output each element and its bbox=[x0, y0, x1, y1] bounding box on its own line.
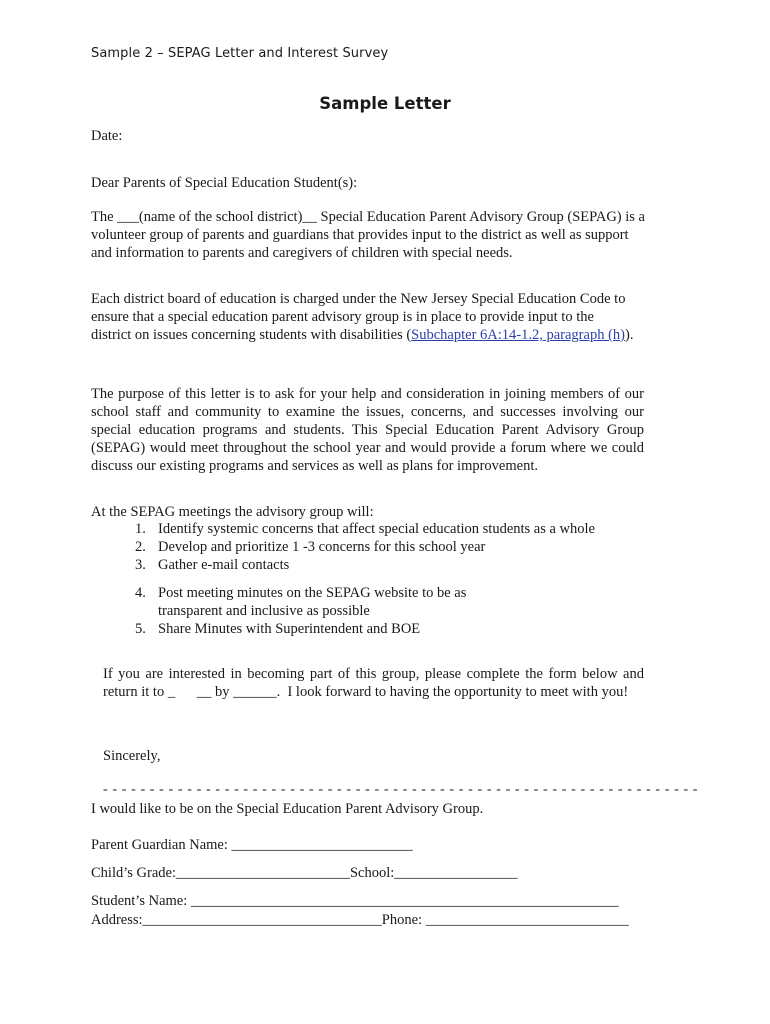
letter-title: Sample Letter bbox=[319, 94, 451, 113]
list-item-text: Develop and prioritize 1 -3 concerns for this school year bbox=[158, 539, 486, 555]
list-item-number: 4. bbox=[135, 585, 146, 601]
paragraph-invitation: If you are interested in becoming part of this group, please complete the form below and return it to _ __ by ______. I look forward to having the opportunity to meet with you! bbox=[103, 666, 648, 700]
list-intro: At the SEPAG meetings the advisory group will: bbox=[91, 504, 374, 520]
closing: Sincerely, bbox=[103, 748, 161, 764]
address-phone-field[interactable]: Address:_________________________________Phone: ____________________________ bbox=[91, 912, 629, 928]
paragraph-intro: The ___(name of the school district)__ Special Education Parent Advisory Group (SEPAG) is a volunteer group of parents and guardians that provides input to the district as well as support and information to parents and caregivers of children with special needs. bbox=[91, 209, 645, 261]
paragraph-code-end: ). bbox=[624, 327, 634, 343]
paragraph-purpose: The purpose of this letter is to ask for your help and consideration in joining members of our school staff and community to examine the issues, concerns, and successes involving our special education programs and students. This Special Education Parent Advisory Group (SEPAG) would meet throughout the school year and would provide a forum where we could discuss our existing programs and services as well as plans for improvement. bbox=[91, 386, 644, 474]
student-name-field[interactable]: Student’s Name: ___________________________________________________________ bbox=[91, 893, 619, 909]
list-item-text: Post meeting minutes on the SEPAG website to be as bbox=[158, 585, 467, 601]
cut-line: - - - - - - - - - - - - - - - - - - - - - - - - - - - - - - - - - - - - - - - - - - - - - - - - - - - - - - - - - - - - - - - - bbox=[103, 782, 699, 797]
grade-school-field[interactable]: Child’s Grade:________________________School:_________________ bbox=[91, 865, 518, 881]
list-item-number: 3. bbox=[135, 557, 146, 573]
running-header: Sample 2 – SEPAG Letter and Interest Survey bbox=[91, 46, 389, 61]
date-label: Date: bbox=[91, 128, 123, 144]
list-item-text: Gather e-mail contacts bbox=[158, 557, 290, 573]
paragraph-code bbox=[91, 290, 636, 344]
interest-statement: I would like to be on the Special Education Parent Advisory Group. bbox=[91, 801, 484, 817]
parent-name-field[interactable]: Parent Guardian Name: _________________________ bbox=[91, 837, 413, 853]
list-item-number: 2. bbox=[135, 539, 146, 555]
list-item-text: Identify systemic concerns that affect special education students as a whole bbox=[158, 521, 595, 537]
salutation: Dear Parents of Special Education Student(s): bbox=[91, 175, 358, 191]
paragraph-code-text: Each district board of education is charged under the New Jersey Special Education Code to ensure that a special education parent advisory group is in place to provide input to the district on issues concerning students with disabilities ( bbox=[91, 291, 626, 343]
list-item-text: Share Minutes with Superintendent and BOE bbox=[158, 621, 421, 637]
list-item-number: 1. bbox=[135, 521, 146, 537]
list-item-number: 5. bbox=[135, 621, 146, 637]
subchapter-link[interactable]: Subchapter 6A:14-1.2, paragraph (h) bbox=[411, 327, 625, 343]
list-item-text-continued: transparent and inclusive as possible bbox=[158, 603, 370, 619]
